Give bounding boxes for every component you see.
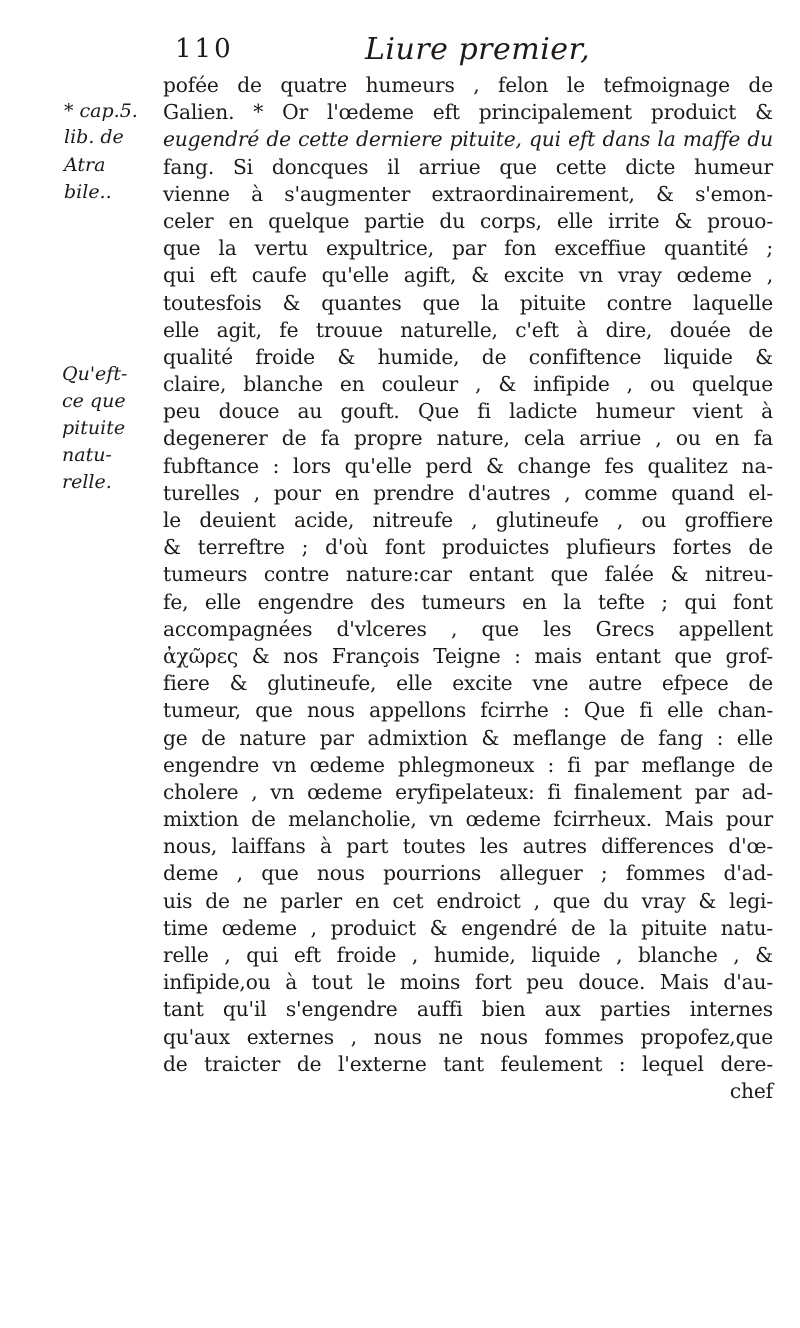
- text-line: ἀχῶρες & nos François Teigne : mais entant que grof-: [163, 643, 773, 668]
- margin-note-1: Qu'eft-: [62, 363, 128, 385]
- text-line: fang. Si doncques il arriue que cette dicte humeur: [163, 154, 773, 179]
- text-line: pofée de quatre humeurs , felon le tefmoignage de: [163, 73, 773, 97]
- text-line: qualité froide & humide, de confiftence liquide &: [163, 344, 773, 369]
- text-line: uis de ne parler en cet endroict , que du vray & legi-: [163, 888, 773, 913]
- text-line: tant qu'il s'engendre auffi bien aux parties internes: [163, 997, 773, 1022]
- margin-reference-1: * cap.5.: [64, 100, 138, 122]
- text-line: deme , que nous pourrions alleguer ; fommes d'ad-: [163, 861, 773, 886]
- margin-note-4: natu-: [62, 444, 112, 466]
- margin-reference-4: bile..: [64, 181, 112, 203]
- text-line: fiere & glutineufe, elle excite vne autre efpece de: [163, 671, 773, 696]
- page-header: [175, 34, 775, 74]
- text-line: relle , qui eft froide , humide, liquide , blanche , &: [163, 943, 773, 967]
- text-line: ge de nature par admixtion & meflange de fang : elle: [163, 725, 773, 750]
- text-line: que la vertu expultrice, par fon exceffiue quantité ;: [163, 236, 773, 261]
- margin-note-3: pituite: [62, 417, 126, 439]
- text-line: eugendré de cette derniere pituite, qui eft dans la maffe du: [163, 127, 773, 152]
- body-text: [163, 72, 773, 1105]
- text-line: celer en quelque partie du corps, elle irrite & prouo-: [163, 208, 773, 233]
- running-title: Liure premier,: [365, 32, 591, 67]
- text-line: & terreftre ; d'où font produictes plufieurs fortes de: [163, 535, 773, 560]
- text-line: elle agit, fe trouue naturelle, c'eft à dire, douée de: [163, 317, 773, 342]
- text-line: engendre vn œdeme phlegmoneux : fi par meflange de: [163, 752, 773, 777]
- text-line: time œdeme , produict & engendré de la pituite natu-: [163, 915, 773, 940]
- margin-reference-2: lib. de: [64, 126, 124, 148]
- text-line: fe, elle engendre des tumeurs en la tefte ; qui font: [163, 589, 773, 614]
- text-line: le deuient acide, nitreufe , glutineufe , ou groffiere: [163, 508, 773, 532]
- text-line: de traicter de l'externe tant feulement : lequel dere-: [163, 1051, 773, 1076]
- text-line: fubftance : lors qu'elle perd & change fes qualitez na-: [163, 453, 773, 478]
- text-line: toutesfois & quantes que la pituite contre laquelle: [163, 290, 773, 315]
- text-line: infipide,ou à tout le moins fort peu douce. Mais d'au-: [163, 970, 773, 995]
- margin-reference-3: Atra: [64, 154, 106, 176]
- text-line: vienne à s'augmenter extraordinairement, & s'emon-: [163, 181, 773, 206]
- text-line: accompagnées d'vlceres , que les Grecs appellent: [163, 616, 773, 641]
- text-line: mixtion de melancholie, vn œdeme fcirrheux. Mais pour: [163, 807, 773, 832]
- text-line: tumeurs contre nature:car entant que falée & nitreu-: [163, 562, 773, 587]
- catchword: chef: [729, 1078, 773, 1103]
- text-line: nous, laiffans à part toutes les autres differences d'œ-: [163, 834, 773, 859]
- text-line: qu'aux externes , nous ne nous fommes propofez,que: [163, 1024, 773, 1049]
- text-line: turelles , pour en prendre d'autres , comme quand el-: [163, 480, 773, 505]
- page-number: 110: [175, 34, 234, 64]
- text-line: qui eft caufe qu'elle agift, & excite vn vray œdeme ,: [163, 263, 773, 288]
- margin-note-2: ce que: [62, 390, 126, 412]
- text-line: tumeur, que nous appellons fcirrhe : Que fi elle chan-: [163, 698, 773, 723]
- text-line: peu douce au gouft. Que fi ladicte humeur vient à: [163, 399, 773, 424]
- text-line: claire, blanche en couleur , & infipide , ou quelque: [163, 372, 773, 397]
- text-line: degenerer de fa propre nature, cela arriue , ou en fa: [163, 426, 773, 451]
- text-line: Galien. * Or l'œdeme eft principalement produict &: [163, 100, 773, 125]
- margin-note-5: relle.: [62, 471, 112, 493]
- text-line: cholere , vn œdeme eryfipelateux: fi finalement par ad-: [163, 779, 773, 804]
